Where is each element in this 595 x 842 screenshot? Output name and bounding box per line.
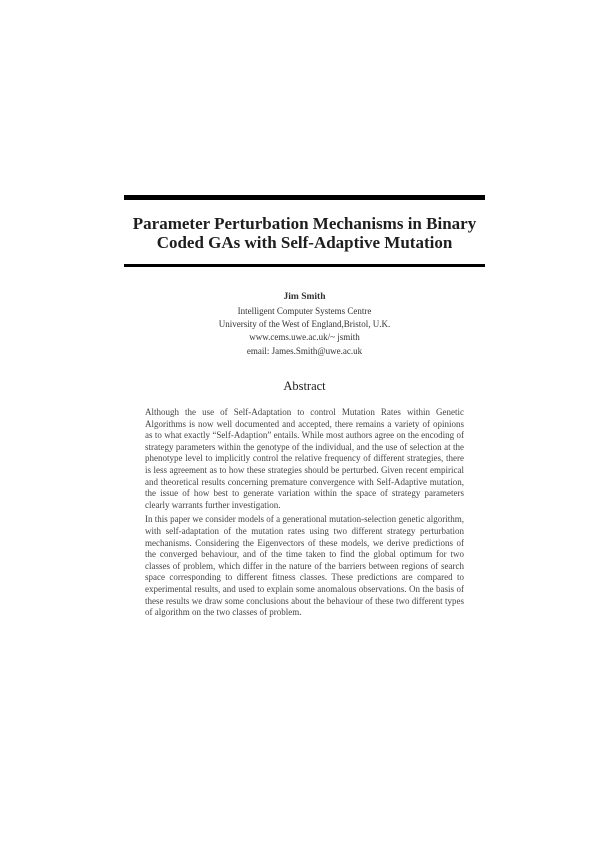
affiliation-line: University of the West of England,Bristol, U.K. — [218, 319, 391, 330]
author-block — [124, 290, 485, 358]
abstract-paragraph: Although the use of Self-Adaptation to control Mutation Rates within Genetic Algorithms is now well documented and accepted, there remains a variety of opinions as to what exactly “Self-Adaption” entails. While most authors agree on the encoding of strategy parameters within the genotype of the individual, and the use of selection at the phenotype level to implicitly control the relative frequency of different strategies, there is less agreement as to how these strategies should be perturbed. Given recent empirical and theoretical results concerning premature convergence with Self-Adaptive mutation, the issue of how best to generate variation within the space of strategy parameters clearly warrants further investigation. — [145, 407, 464, 510]
author-email: email: James.Smith@uwe.ac.uk — [246, 345, 363, 356]
paper-title — [124, 214, 485, 252]
author-name: Jim Smith — [283, 292, 326, 302]
title-rule-bottom — [124, 264, 485, 267]
author-website: www.cems.uwe.ac.uk/~ jsmith — [249, 332, 360, 343]
abstract-body — [145, 407, 464, 622]
title-line: Parameter Perturbation Mechanisms in Binary — [132, 214, 477, 233]
abstract-paragraph: In this paper we consider models of a generational mutation-selection genetic algorithm, with self-adaptation of the mutation rates using two different strategy perturbation mechanisms. Considering the Eigenvectors of these models, we derive predictions of the converged behaviour, and of the time taken to find the global optimum for two classes of problem, which differ in the nature of the barriers between regions of search space corresponding to different fitness classes. These predictions are compared to experimental results, and used to explain some anomalous observations. On the basis of these results we draw some conclusions about the behaviour of these two different types of algorithm on the two classes of problem. — [145, 514, 464, 618]
affiliation-line: Intelligent Computer Systems Centre — [237, 306, 372, 316]
title-line: Coded GAs with Self-Adaptive Mutation — [156, 233, 453, 252]
title-rule-top — [124, 195, 485, 200]
abstract-heading: Abstract — [283, 379, 326, 393]
